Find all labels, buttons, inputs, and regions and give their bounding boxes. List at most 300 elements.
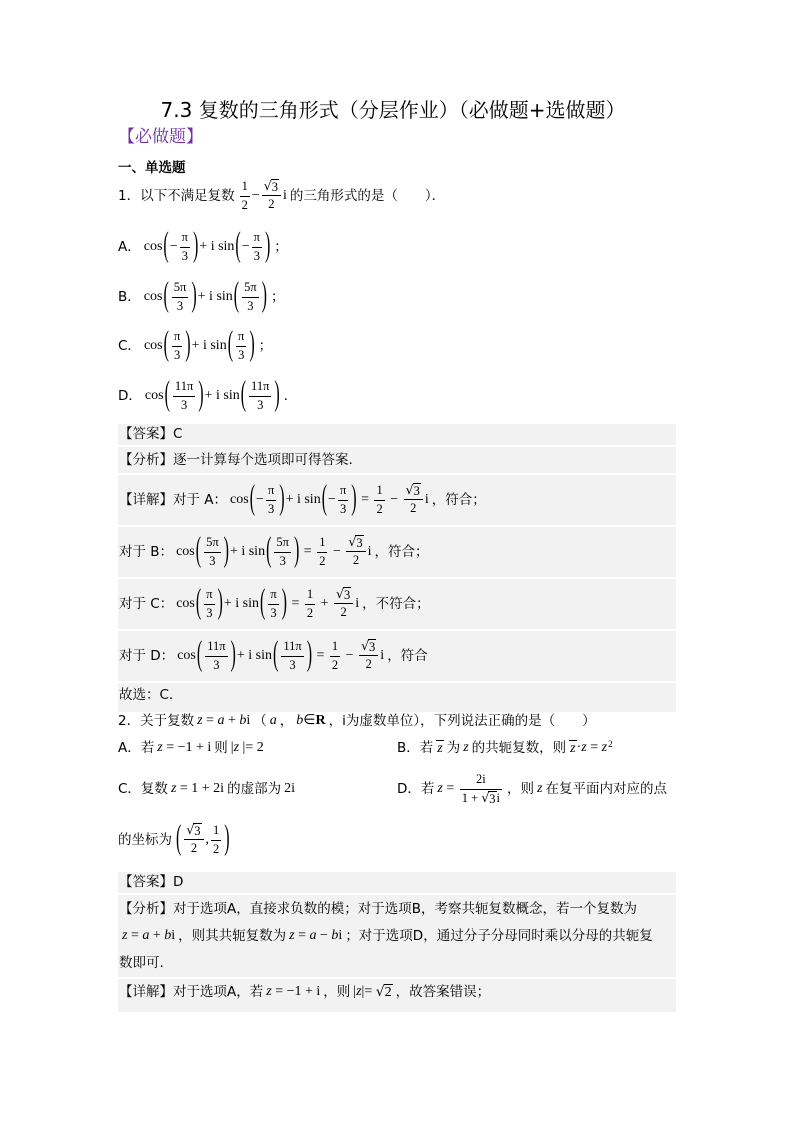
math-text: + [317,595,333,611]
inline-math [230,480,429,518]
fraction [330,639,340,673]
fraction-denominator [262,196,281,213]
math-text: 2i [476,771,486,786]
fraction-numerator [460,772,502,790]
question-1-stem [118,176,445,216]
math-text: 2 [190,841,198,856]
fraction-numerator [346,535,365,552]
math-text: = −1 + i [162,739,212,755]
fraction-numerator [330,639,340,657]
math-text: 2 [340,605,347,620]
fraction-denominator [338,501,348,518]
math-text: + i sin [229,543,266,559]
superscript: 2 [608,738,613,749]
math-text: i [338,928,343,944]
math-text: 3 [279,553,286,568]
math-text: i [355,595,360,611]
fraction-numerator [236,329,246,347]
inline-math [569,740,612,757]
large-parenthesis: ) [217,584,223,622]
inline-math [171,781,224,798]
text-run: 则 [214,739,228,756]
text-run: C．复数 [118,780,168,797]
inline-math [143,277,268,315]
math-text: = [202,712,218,728]
math-text: 2 [365,657,372,672]
fraction [338,483,348,517]
math-variable: z [437,740,443,756]
math-text: = [300,543,316,559]
fraction [180,230,190,264]
fraction-denominator [268,605,278,622]
inline-math [157,740,211,757]
overline [413,483,421,498]
math-text: + i sin [191,337,227,353]
math-text: π [270,586,277,601]
fraction-numerator [317,535,327,553]
math-text: + i sin [223,595,259,611]
fraction-numerator [374,483,384,501]
fraction-denominator [240,197,250,214]
section-heading-single-choice: 一、单选题 [118,159,186,176]
large-parenthesis: ) [281,584,287,622]
text-run: C． [118,337,141,354]
text-run: ，符合； [431,491,486,508]
fraction-denominator [172,347,182,364]
math-variable: a [309,928,317,944]
math-text: π [267,482,275,497]
document-title: 7.3 复数的三角形式（分层作业）（必做题+选做题） [160,98,626,122]
fraction-numerator [172,280,189,298]
overline [384,984,393,1001]
fraction-denominator [211,841,221,858]
large-parenthesis: ) [249,326,255,364]
fraction-numerator [334,587,353,604]
math-text: cos [177,647,196,663]
text-run: D．若 [397,780,435,797]
math-text: 3 [180,397,188,412]
fraction-denominator [205,657,227,674]
overline [569,740,576,757]
question-2-option-a [118,728,267,768]
math-variable: a [269,712,277,728]
math-text: 1 [306,586,314,601]
question-2-option-d-continued [118,820,234,860]
math-variable: z [157,739,163,755]
text-run: 【详解】对于选项A，若 [119,984,264,1001]
inline-math [436,740,443,757]
fraction-denominator [236,347,246,364]
text-run: ，故答案错误； [395,984,491,1001]
fraction-denominator [305,605,315,622]
fraction [242,280,259,314]
fraction-denominator [173,397,195,414]
large-parenthesis: ) [224,820,230,858]
math-text: 1 + [461,790,482,805]
math-text: 2i [284,780,295,796]
large-parenthesis: ( [273,636,279,674]
fraction-numerator [268,587,278,605]
question-1-detail-c [118,579,676,629]
overline [193,823,201,838]
large-parenthesis: ) [279,480,285,518]
math-text: π [181,229,188,244]
large-parenthesis: ) [191,277,197,315]
fraction-denominator [274,553,291,570]
math-text: cos [144,387,164,403]
fraction-denominator [317,553,327,570]
math-text: 2 [213,841,220,856]
text-run: ； [258,337,273,354]
large-parenthesis: ( [163,326,169,364]
text-run: 1．以下不满足复数 [118,187,235,204]
math-text: i [171,928,176,944]
question-1-analysis: 【分析】逐一计算每个选项即可得答案. [118,447,676,473]
math-text: 2 [241,197,248,212]
fraction-denominator [204,605,214,622]
fraction-numerator [262,179,281,196]
large-parenthesis: ( [233,277,240,315]
math-variable: b [239,712,247,728]
question-2-analysis-line-3: 数即可. [119,955,164,972]
text-run: ，符合 [387,647,428,664]
math-text: π [173,328,181,343]
math-variable: a [217,712,225,728]
fraction [346,535,365,569]
large-parenthesis: ) [223,532,229,570]
math-text: 3 [489,791,496,806]
overline [355,535,363,550]
text-run: 对于 B： [119,543,174,560]
text-run: ，则其共轭复数为 [178,928,287,945]
fraction [205,639,227,673]
math-text: 5π [173,279,187,294]
math-text: − [251,187,260,203]
large-parenthesis: ( [163,227,169,265]
question-1-conclusion: 故选：C. [118,683,676,712]
math-text: 2 [376,501,383,516]
fraction-numerator [173,379,195,397]
question-2-option-d [397,769,667,809]
math-variable: z [463,739,469,755]
math-text: 3 [267,501,275,516]
radical-sign: √ [375,984,385,1001]
inline-math [144,376,281,414]
fraction [404,483,423,517]
fraction-numerator [205,639,227,657]
fraction-numerator [184,823,203,840]
math-text: ∈ [303,712,316,728]
math-text: 2 [331,657,339,672]
question-1-option-c [118,326,272,366]
fraction-denominator [359,656,378,673]
math-text: 3 [247,298,254,313]
math-text: 2 [306,605,314,620]
math-text: |= [361,984,376,1000]
question-1-detail-b [118,527,676,577]
text-run: ； [271,288,285,305]
overline [271,179,279,194]
fraction-denominator [374,501,384,518]
inline-math [175,820,231,858]
math-text: 11π [283,638,302,653]
text-run: 的三角形式的是（ ）． [289,187,446,204]
text-run: 对于 D： [119,647,175,664]
math-text: + i sin [285,491,321,507]
math-text: 3 [238,347,245,362]
fraction-denominator [330,657,340,674]
fraction [173,379,195,413]
math-text: cos [143,238,163,254]
math-text: − [256,491,264,507]
math-variable: z [170,780,177,796]
radical-sign: √ [481,790,490,806]
text-run: ，则 [507,780,535,797]
fraction-denominator [249,397,271,414]
large-parenthesis: ( [235,227,241,265]
fraction [266,483,276,517]
question-2-option-b [397,728,616,768]
question-1-answer: 【答案】C [118,424,676,445]
fraction [334,587,353,621]
large-parenthesis: ( [249,480,256,518]
math-text: − [316,928,332,944]
text-run: 对于 C： [119,595,174,612]
inline-math [289,928,342,945]
math-text: i [246,712,251,728]
math-text: 3 [289,657,296,672]
math-text: 3 [270,605,277,620]
fraction-numerator [242,280,259,298]
math-variable: z [266,984,272,1000]
math-variable: a [142,928,150,944]
inline-math [437,772,504,806]
math-text: 3 [369,640,376,655]
fraction [172,280,189,314]
math-text: − [169,238,178,254]
math-text: 3 [213,657,220,672]
inline-math [177,636,385,674]
math-text: π [206,586,213,601]
math-text: = −1 + i [271,984,321,1000]
math-text: 11π [174,378,194,393]
overline [343,587,351,602]
large-parenthesis: ( [259,584,266,622]
large-parenthesis: ) [230,636,236,674]
overline [368,639,376,654]
fraction-numerator [172,329,182,347]
radical-sign: √ [348,534,357,550]
text-run: A． [118,238,141,255]
math-variable: z [197,712,203,728]
overline [436,740,443,757]
question-2-analysis-line-2 [119,923,676,950]
inline-math [353,984,392,1001]
large-parenthesis: ( [164,376,170,414]
math-text: 3 [271,180,278,195]
fraction-denominator [404,500,423,517]
math-text: + [224,712,240,728]
fraction [204,535,221,569]
math-text: 5π [276,534,289,549]
math-variable: z [356,984,362,1000]
fraction [359,639,378,673]
math-text: 3 [176,298,184,313]
math-text: − [328,491,336,507]
text-run: ，i为虚数单位），下列说法正确的是（ ） [328,712,596,729]
fraction-numerator [281,639,303,657]
fraction [317,535,327,569]
math-text: 2 [268,197,275,212]
large-parenthesis: ) [351,480,357,518]
question-2-analysis-line-1: 【分析】对于选项A，直接求负数的模；对于选项B，考察共轭复数概念，若一个复数为 [119,901,637,918]
math-variable: z [233,739,240,755]
math-text: · [576,739,582,755]
large-parenthesis: ( [196,636,203,674]
large-parenthesis: ) [274,376,280,414]
fraction [281,639,303,673]
math-variable: b [296,712,304,728]
math-text: i [380,647,385,663]
text-run: A．若 [118,739,155,756]
math-text: cos [143,288,163,304]
math-text: π [238,328,245,343]
fraction [460,772,502,806]
math-variable: z [537,780,543,796]
math-text: 5π [206,534,219,549]
inline-math [197,713,250,730]
inline-math [122,928,175,945]
math-text: cos [176,595,195,611]
text-run: 在复平面内对应的点 [545,780,667,797]
math-text: − [386,491,402,507]
math-text: + i sin [204,387,240,403]
question-1-detail-d [118,631,676,681]
math-text: 2 [384,985,392,1001]
fraction-numerator [252,230,262,248]
inline-math [266,984,320,1001]
large-parenthesis: ( [176,820,182,858]
math-text: = [586,739,602,755]
math-text: 1 [331,638,339,653]
math-variable: z [122,928,128,944]
math-text: 3 [257,397,264,412]
inline-math [231,740,264,757]
math-text: 11π [251,378,270,393]
fraction [252,230,262,264]
text-run: ，则 [323,984,351,1001]
math-text: 5π [244,279,257,294]
math-text: − [329,543,345,559]
math-variable: b [331,928,339,944]
radical-sign: √ [336,586,344,602]
math-text: 3 [206,605,213,620]
text-run: ，不符合； [362,595,430,612]
math-variable: z [289,928,295,944]
inline-math [176,532,372,570]
text-run: 的坐标为 [118,831,172,848]
fraction-denominator [266,501,276,518]
math-text: = [294,928,310,944]
math-text: i [367,543,372,559]
text-run: B． [118,288,141,305]
question-1-option-a [118,227,288,267]
math-text: | [353,984,357,1000]
question-1-option-d [118,376,297,416]
text-run: B．若 [397,739,434,756]
fraction-numerator [359,639,378,656]
fraction [305,587,315,621]
text-run: （ [253,712,267,729]
fraction-denominator [204,553,221,570]
math-text: − [342,647,358,663]
text-run: 的共轭复数，则 [471,739,567,756]
fraction [184,823,203,857]
math-text: + i sin [197,288,233,304]
math-text: i [496,790,501,805]
inline-math [270,713,277,730]
math-text: π [253,229,260,244]
math-text: |= 2 [239,739,264,755]
text-run: 为 [446,739,461,756]
question-2-detail [118,979,676,1012]
math-text: = 1 + 2i [176,780,225,796]
overline [488,791,496,806]
math-text: 11π [207,638,226,653]
math-variable: z [581,739,587,755]
math-text: cos [230,491,249,507]
math-variable: z [570,740,576,756]
fraction [262,179,281,213]
math-text: 1 [241,178,248,193]
fraction [240,179,250,213]
fraction-numerator [211,823,221,841]
fraction-numerator [240,179,250,197]
fraction [236,329,246,363]
inline-math [537,781,542,798]
fraction-denominator [346,552,365,569]
math-text: 2 [410,501,417,516]
text-run: ，符合； [374,543,429,560]
math-text: | [230,739,234,755]
math-variable: b [164,928,172,944]
fraction-denominator [242,298,259,315]
math-text: 3 [173,347,181,362]
math-text: = [127,928,143,944]
fraction-denominator [460,790,502,807]
math-text: i [424,491,429,507]
large-parenthesis: ) [293,532,300,570]
question-2-option-c [118,769,298,809]
math-text: 3 [194,824,201,839]
math-text: = [287,595,303,611]
radical-sign: √ [405,482,414,498]
large-parenthesis: ) [261,277,267,315]
math-text: 1 [213,822,220,837]
math-text: cos [176,543,195,559]
large-parenthesis: ) [264,227,271,265]
fraction [274,535,291,569]
fraction-numerator [180,230,190,248]
text-run: ； [274,238,288,255]
large-parenthesis: ) [306,636,313,674]
math-text: + [149,928,165,944]
math-text: 3 [253,248,260,263]
math-text: 2 [319,553,326,568]
math-text: 2 [352,553,360,568]
math-set-symbol: R [315,712,326,728]
math-text: 3 [356,536,363,551]
